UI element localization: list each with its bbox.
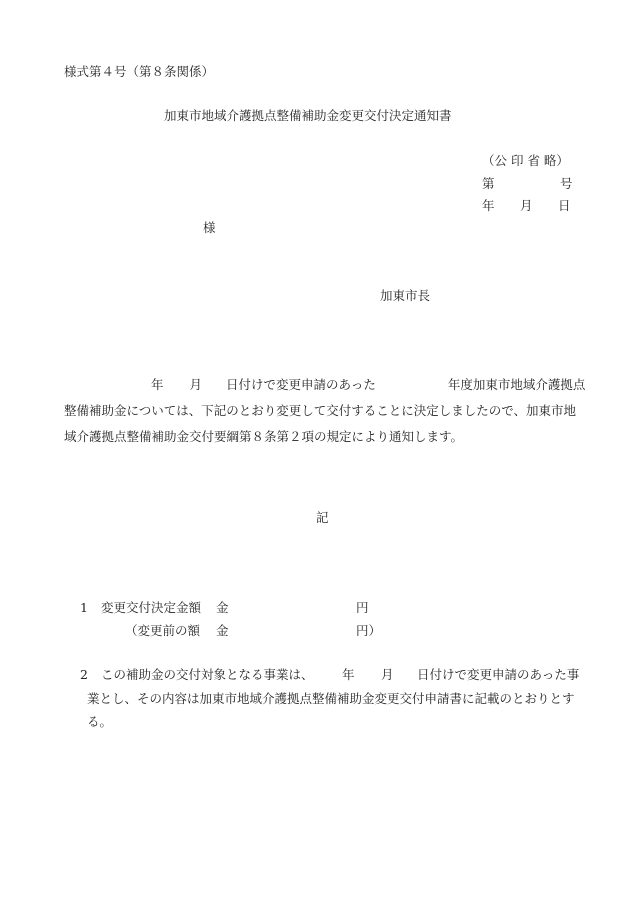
item-2-month: 月	[381, 667, 394, 682]
item-2-line-3: る。	[87, 714, 113, 729]
date-day: 日	[558, 198, 571, 213]
date-year: 年	[482, 198, 495, 213]
seal-omitted-note: （公 印 省 略）	[482, 153, 569, 168]
document-title: 加東市地域介護拠点整備補助金変更交付決定通知書	[164, 108, 452, 123]
form-label: 様式第４号（第８条関係）	[64, 64, 215, 79]
item-1-prev-yen: 円）	[356, 623, 382, 638]
date-month: 月	[520, 198, 533, 213]
body-month: 月	[189, 377, 203, 392]
issuer-name: 加東市長	[380, 288, 431, 303]
body-year: 年	[151, 377, 164, 392]
body-line-3: 域介護拠点整備補助金交付要綱第８条第２項の規定により通知します。	[64, 429, 464, 444]
item-2-text-part-1: この補助金の交付対象となる事業は、	[101, 667, 314, 682]
body-line-1-mid: 日付けで変更申請のあった	[226, 377, 376, 392]
item-1-number: 1	[80, 600, 88, 615]
body-line-1-end: 年度加東市地域介護拠点	[447, 377, 586, 392]
item-1-prev-label: （変更前の額	[125, 623, 201, 638]
body-line-1	[64, 372, 584, 398]
body-line-2: 整備補助金については、下記のとおり変更して交付することに決定しましたので、加東市地	[64, 403, 577, 418]
ki-heading: 記	[316, 510, 329, 525]
document-number-suffix: 号	[560, 176, 573, 191]
item-2-text-part-2: 日付けで変更申請のあった事	[417, 667, 580, 682]
addressee-suffix: 様	[203, 220, 216, 235]
item-1-kin: 金	[216, 600, 229, 615]
document-number-prefix: 第	[482, 176, 495, 191]
body-paragraph	[64, 372, 584, 450]
item-1-prev-kin: 金	[216, 623, 229, 638]
item-1-yen: 円	[356, 600, 369, 615]
item-2-number: 2	[80, 667, 88, 682]
item-2-year: 年	[342, 667, 355, 682]
item-2-line-2: 業とし、その内容は加東市地域介護拠点整備補助金変更交付申請書に記載のとおりとす	[87, 691, 575, 706]
item-1-label: 変更交付決定金額	[101, 600, 202, 615]
